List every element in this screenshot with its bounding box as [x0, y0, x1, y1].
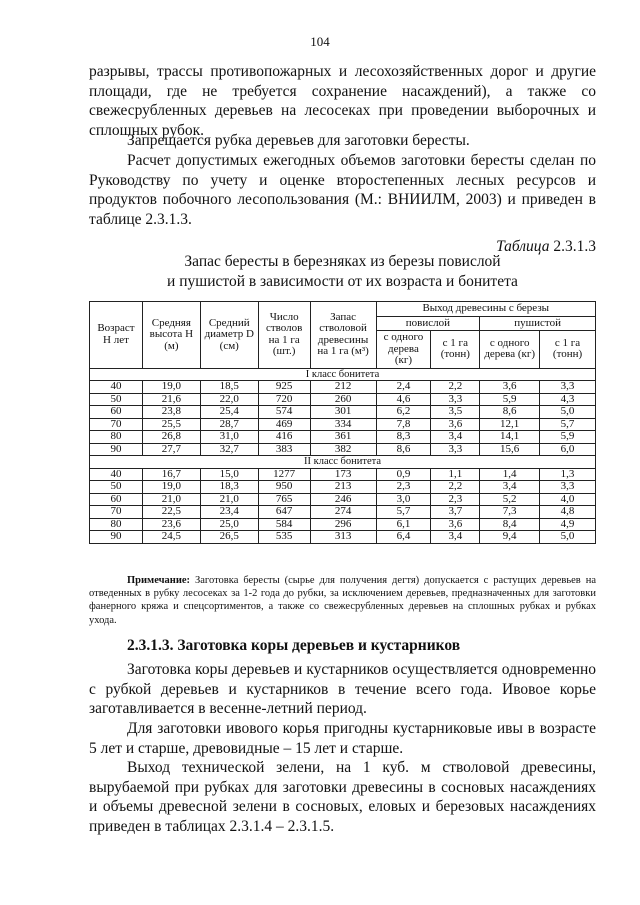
cell-pubescens-ha: 4,8	[540, 506, 596, 519]
cell-pendula-tree: 5,7	[376, 506, 431, 519]
cell-stock: 173	[310, 468, 376, 481]
cell-pubescens-tree: 14,1	[480, 431, 540, 444]
cell-pendula-tree: 8,3	[376, 431, 431, 444]
cell-pendula-ha: 3,5	[431, 406, 480, 419]
cell-diameter: 25,0	[200, 518, 258, 531]
cell-height: 25,5	[142, 418, 200, 431]
cell-stock: 334	[310, 418, 376, 431]
section-paragraph-2: Для заготовки ивового корья пригодны кустарниковые ивы в возрасте 5 лет и старше, древовидные – 15 лет и старше.	[89, 720, 596, 757]
cell-pendula-ha: 3,3	[431, 443, 480, 456]
cell-age: 60	[90, 493, 143, 506]
cell-diameter: 18,3	[200, 481, 258, 494]
cell-pendula-ha: 2,2	[431, 381, 480, 394]
section-paragraph-3: Выход технической зелени, на 1 куб. м стволовой древесины, вырубаемой при рубках для заготовки древесины в сосновых насаждениях и объемы древесной зелени в сосновых, еловых и березовых насаждениях приведен в таблицах 2.3.1.4 – 2.3.1.5.	[89, 759, 596, 835]
table-note	[89, 574, 596, 627]
cell-age: 40	[90, 468, 143, 481]
cell-pubescens-ha: 1,3	[540, 468, 596, 481]
cell-pendula-tree: 4,6	[376, 393, 431, 406]
note-text: Заготовка бересты (сырье для получения дегтя) допускается с растущих деревьев на отведенных в рубку лесосеках за 1-2 года до рубки, за исключением деревьев, предназначенных для заготовки фанерного кряжа и спецсортиментов, а также со свежесрубленных деревьев на сплошных рубках и рубках ухода.	[89, 575, 596, 626]
header-stock: Запас стволовой древесины на 1 га (м³)	[310, 302, 376, 369]
cell-stems: 925	[258, 381, 310, 394]
cell-stock: 274	[310, 506, 376, 519]
header-pubescens-per-ha: с 1 га (тонн)	[540, 331, 596, 369]
cell-age: 70	[90, 506, 143, 519]
paragraph-calculation: Расчет допустимых ежегодных объемов заготовки бересты сделан по Руководству по учету и оценке второстепенных лесных ресурсов и продуктов побочного лесопользования (М.: ВНИИЛМ, 2003) и приведен в таблице 2.3.1.3.	[89, 152, 596, 228]
cell-pubescens-tree: 1,4	[480, 468, 540, 481]
cell-age: 90	[90, 443, 143, 456]
cell-stock: 213	[310, 481, 376, 494]
table-row	[90, 393, 596, 406]
cell-age: 80	[90, 518, 143, 531]
cell-diameter: 23,4	[200, 506, 258, 519]
table-row	[90, 381, 596, 394]
section-paragraph-1: Заготовка коры деревьев и кустарников осуществляется одновременно с рубкой деревьев и кустарников в течение всего года. Ивовое корье заготавливается в весенне-летний период.	[89, 661, 596, 718]
cell-pubescens-ha: 5,7	[540, 418, 596, 431]
cell-diameter: 21,0	[200, 493, 258, 506]
page-number: 104	[310, 34, 330, 49]
cell-pendula-tree: 0,9	[376, 468, 431, 481]
cell-height: 24,5	[142, 531, 200, 544]
cell-pubescens-ha: 3,3	[540, 481, 596, 494]
header-height: Средняя высота Н (м)	[142, 302, 200, 369]
cell-pubescens-tree: 5,9	[480, 393, 540, 406]
cell-pendula-tree: 3,0	[376, 493, 431, 506]
section-heading: 2.3.1.3. Заготовка коры деревьев и кустарников	[127, 637, 461, 654]
cell-stems: 584	[258, 518, 310, 531]
cell-height: 22,5	[142, 506, 200, 519]
cell-pubescens-ha: 4,0	[540, 493, 596, 506]
cell-stock: 246	[310, 493, 376, 506]
cell-stock: 212	[310, 381, 376, 394]
table-row	[90, 431, 596, 444]
cell-pendula-ha: 3,6	[431, 418, 480, 431]
cell-pubescens-tree: 3,4	[480, 481, 540, 494]
cell-stock: 301	[310, 406, 376, 419]
cell-pubescens-ha: 5,9	[540, 431, 596, 444]
cell-pubescens-ha: 6,0	[540, 443, 596, 456]
cell-age: 50	[90, 393, 143, 406]
header-pubescens-per-tree: с одного дерева (кг)	[480, 331, 540, 369]
note-label: Примечание:	[127, 575, 191, 586]
cell-pubescens-ha: 3,3	[540, 381, 596, 394]
cell-height: 19,0	[142, 481, 200, 494]
cell-stems: 383	[258, 443, 310, 456]
paragraph-continuation: разрывы, трассы противопожарных и лесохозяйственных дорог и другие площади, где не требуется сохранение насаждений), а также со свежесрубленных деревьев на лесосеках при проведении выборочных и сплошных рубок.	[89, 63, 596, 139]
cell-pendula-ha: 2,3	[431, 493, 480, 506]
cell-age: 80	[90, 431, 143, 444]
cell-pendula-ha: 2,2	[431, 481, 480, 494]
table-row	[90, 493, 596, 506]
cell-height: 21,6	[142, 393, 200, 406]
cell-height: 21,0	[142, 493, 200, 506]
cell-pubescens-tree: 15,6	[480, 443, 540, 456]
table-row	[90, 406, 596, 419]
cell-diameter: 22,0	[200, 393, 258, 406]
cell-diameter: 26,5	[200, 531, 258, 544]
cell-stems: 469	[258, 418, 310, 431]
cell-height: 23,6	[142, 518, 200, 531]
table-row	[90, 443, 596, 456]
cell-stems: 574	[258, 406, 310, 419]
table-row	[90, 481, 596, 494]
cell-diameter: 28,7	[200, 418, 258, 431]
cell-height: 16,7	[142, 468, 200, 481]
header-pendula: повислой	[376, 316, 480, 331]
class-2-label: II класс бонитета	[90, 456, 596, 469]
cell-pendula-ha: 1,1	[431, 468, 480, 481]
cell-pubescens-ha: 4,3	[540, 393, 596, 406]
cell-diameter: 31,0	[200, 431, 258, 444]
cell-pubescens-tree: 8,4	[480, 518, 540, 531]
header-stems: Число стволов на 1 га (шт.)	[258, 302, 310, 369]
cell-age: 50	[90, 481, 143, 494]
cell-stems: 647	[258, 506, 310, 519]
cell-stems: 416	[258, 431, 310, 444]
cell-age: 60	[90, 406, 143, 419]
table-title	[89, 252, 596, 291]
cell-pendula-tree: 8,6	[376, 443, 431, 456]
cell-pubescens-ha: 5,0	[540, 406, 596, 419]
table-row	[90, 518, 596, 531]
cell-pendula-ha: 3,3	[431, 393, 480, 406]
birch-bark-table	[89, 301, 596, 544]
cell-pubescens-tree: 7,3	[480, 506, 540, 519]
cell-pendula-ha: 3,4	[431, 431, 480, 444]
cell-age: 40	[90, 381, 143, 394]
cell-diameter: 25,4	[200, 406, 258, 419]
cell-pubescens-tree: 5,2	[480, 493, 540, 506]
cell-pendula-ha: 3,7	[431, 506, 480, 519]
table-title-line-2: и пушистой в зависимости от их возраста и бонитета	[167, 272, 518, 290]
cell-height: 23,8	[142, 406, 200, 419]
cell-pendula-tree: 6,4	[376, 531, 431, 544]
header-pendula-per-tree: с одного дерева (кг)	[376, 331, 431, 369]
header-pendula-per-ha: с 1 га (тонн)	[431, 331, 480, 369]
table-label-word: Таблица	[496, 238, 550, 255]
class-1-label: I класс бонитета	[90, 368, 596, 381]
cell-pendula-ha: 3,4	[431, 531, 480, 544]
cell-stock: 260	[310, 393, 376, 406]
cell-diameter: 18,5	[200, 381, 258, 394]
cell-height: 19,0	[142, 381, 200, 394]
cell-pendula-tree: 6,1	[376, 518, 431, 531]
cell-height: 26,8	[142, 431, 200, 444]
cell-stems: 765	[258, 493, 310, 506]
table-title-line-1: Запас бересты в березняках из березы повислой	[184, 253, 501, 270]
cell-stems: 720	[258, 393, 310, 406]
cell-pendula-tree: 2,4	[376, 381, 431, 394]
cell-pubescens-tree: 12,1	[480, 418, 540, 431]
header-yield: Выход древесины с березы	[376, 302, 595, 317]
cell-pendula-tree: 7,8	[376, 418, 431, 431]
cell-stock: 313	[310, 531, 376, 544]
table-row	[90, 531, 596, 544]
cell-age: 70	[90, 418, 143, 431]
cell-diameter: 32,7	[200, 443, 258, 456]
header-age: Возраст Н лет	[90, 302, 143, 369]
cell-pubescens-ha: 5,0	[540, 531, 596, 544]
cell-stock: 382	[310, 443, 376, 456]
cell-stems: 1277	[258, 468, 310, 481]
cell-stock: 296	[310, 518, 376, 531]
table-row	[90, 506, 596, 519]
table-row	[90, 418, 596, 431]
cell-diameter: 15,0	[200, 468, 258, 481]
cell-stock: 361	[310, 431, 376, 444]
cell-pubescens-tree: 3,6	[480, 381, 540, 394]
cell-height: 27,7	[142, 443, 200, 456]
cell-pendula-tree: 6,2	[376, 406, 431, 419]
cell-pendula-ha: 3,6	[431, 518, 480, 531]
cell-pubescens-tree: 8,6	[480, 406, 540, 419]
cell-stems: 950	[258, 481, 310, 494]
paragraph-prohibition: Запрещается рубка деревьев для заготовки бересты.	[127, 132, 470, 149]
header-pubescens: пушистой	[480, 316, 596, 331]
header-diameter: Средний диаметр D (см)	[200, 302, 258, 369]
cell-stems: 535	[258, 531, 310, 544]
table-row	[90, 468, 596, 481]
cell-pubescens-ha: 4,9	[540, 518, 596, 531]
table-label-number: 2.3.1.3	[553, 238, 596, 255]
cell-age: 90	[90, 531, 143, 544]
cell-pubescens-tree: 9,4	[480, 531, 540, 544]
cell-pendula-tree: 2,3	[376, 481, 431, 494]
